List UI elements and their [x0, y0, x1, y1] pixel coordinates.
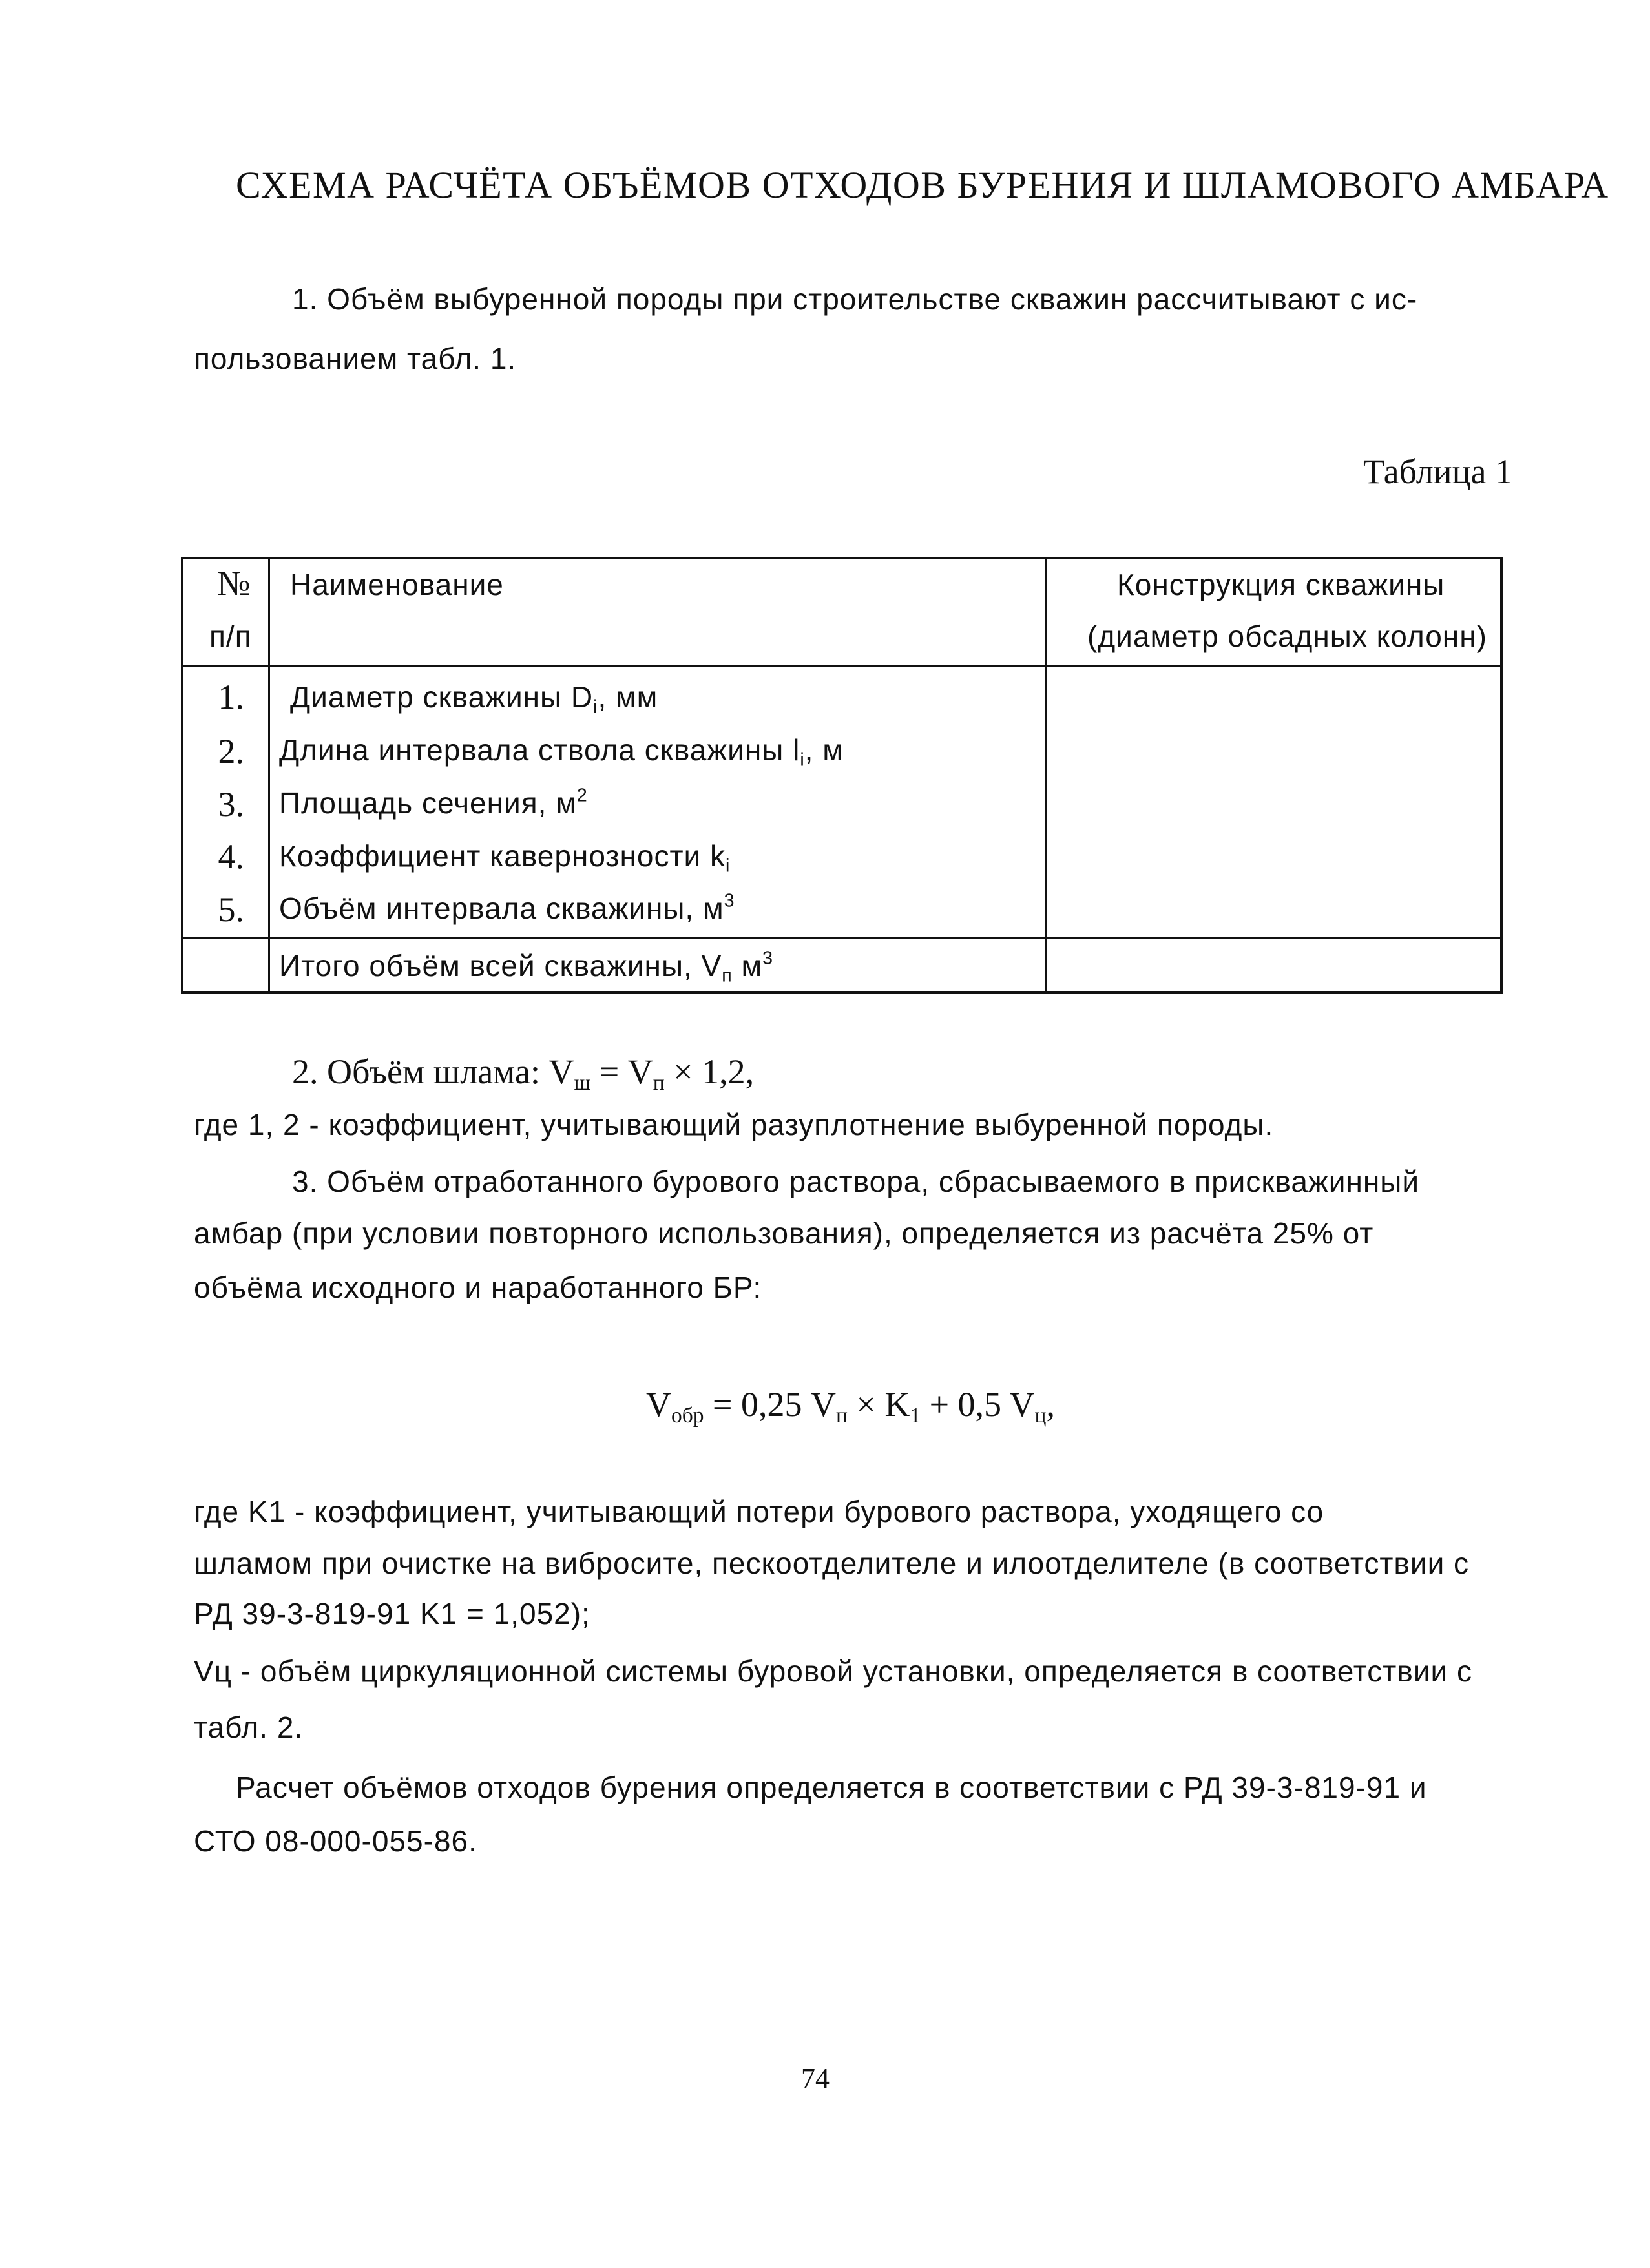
page-title: СХЕМА РАСЧЁТА ОБЪЁМОВ ОТХОДОВ БУРЕНИЯ И ШЛАМОВОГО АМБАРА	[236, 164, 1609, 206]
column-divider	[268, 559, 270, 991]
page-number: 74	[801, 2063, 830, 2094]
header-divider	[183, 665, 1500, 667]
well-construction-table	[181, 557, 1503, 994]
header-construction: Конструкция скважины	[1117, 568, 1445, 601]
drilling-fluid-formula: $V_{обр} = 0,25$ $V_п \times K_1 + 0,5$ $V_ц$,	[646, 1385, 1055, 1428]
where-line-2: шламом при очистке на вибросите, пескоотделителе и илоотделителе (в соответствии с	[194, 1546, 1470, 1580]
row-num: 5.	[218, 890, 244, 929]
row-name: Площадь сечения, $м^2$	[279, 785, 588, 820]
header-num-sub: п/п	[209, 619, 252, 653]
header-name: Наименование	[290, 568, 504, 601]
section-2-note: где 1, 2 - коэффициент, учитывающий разуплотнение выбуренной породы.	[194, 1108, 1274, 1141]
table-caption: Таблица 1	[1363, 452, 1512, 491]
header-construction-sub: (диаметр обсадных колонн)	[1087, 619, 1487, 653]
closing-line-1: Расчет объёмов отходов бурения определяется в соответствии с РД 39-3-819-91 и	[236, 1771, 1427, 1804]
row-num: 4.	[218, 837, 244, 876]
where-line-5: табл. 2.	[194, 1711, 304, 1744]
total-row-name: Итого объём всей скважины, $V_п$ $м^3$	[279, 948, 773, 986]
section-3-line-1: 3. Объём отработанного бурового раствора, сбрасываемого в прискважинный	[292, 1165, 1420, 1198]
intro-line-1: 1. Объём выбуренной породы при строительстве скважин рассчитывают с ис-	[292, 282, 1418, 316]
column-divider	[1045, 559, 1047, 991]
section-3-line-2: амбар (при условии повторного использования), определяется из расчёта 25% от	[194, 1216, 1374, 1250]
row-name: Объём интервала скважины, $м^3$	[279, 890, 735, 925]
section-3-line-3: объёма исходного и наработанного БР:	[194, 1271, 762, 1304]
row-num: 3.	[218, 785, 244, 824]
where-line-1: где K1 - коэффициент, учитывающий потери бурового раствора, уходящего со	[194, 1495, 1324, 1528]
row-name: Длина интервала ствола скважины $l_i$, м	[279, 733, 844, 771]
row-name: Диаметр скважины $D_i$, мм	[290, 680, 658, 718]
row-name: Коэффициент кавернозности $k_i$	[279, 839, 731, 877]
where-line-3: РД 39-3-819-91 K1 = 1,052);	[194, 1597, 590, 1630]
section-2-formula: 2. Объём шлама: $V_ш = V_п \times 1,2$,	[292, 1052, 755, 1096]
where-line-4: Vц - объём циркуляционной системы буровой установки, определяется в соответствии с	[194, 1654, 1472, 1688]
row-num: 1.	[218, 678, 244, 716]
intro-line-2: пользованием табл. 1.	[194, 342, 517, 375]
row-num: 2.	[218, 732, 244, 771]
header-num: №	[217, 564, 251, 603]
total-row-divider	[183, 937, 1500, 939]
closing-line-2: СТО 08-000-055-86.	[194, 1824, 477, 1858]
